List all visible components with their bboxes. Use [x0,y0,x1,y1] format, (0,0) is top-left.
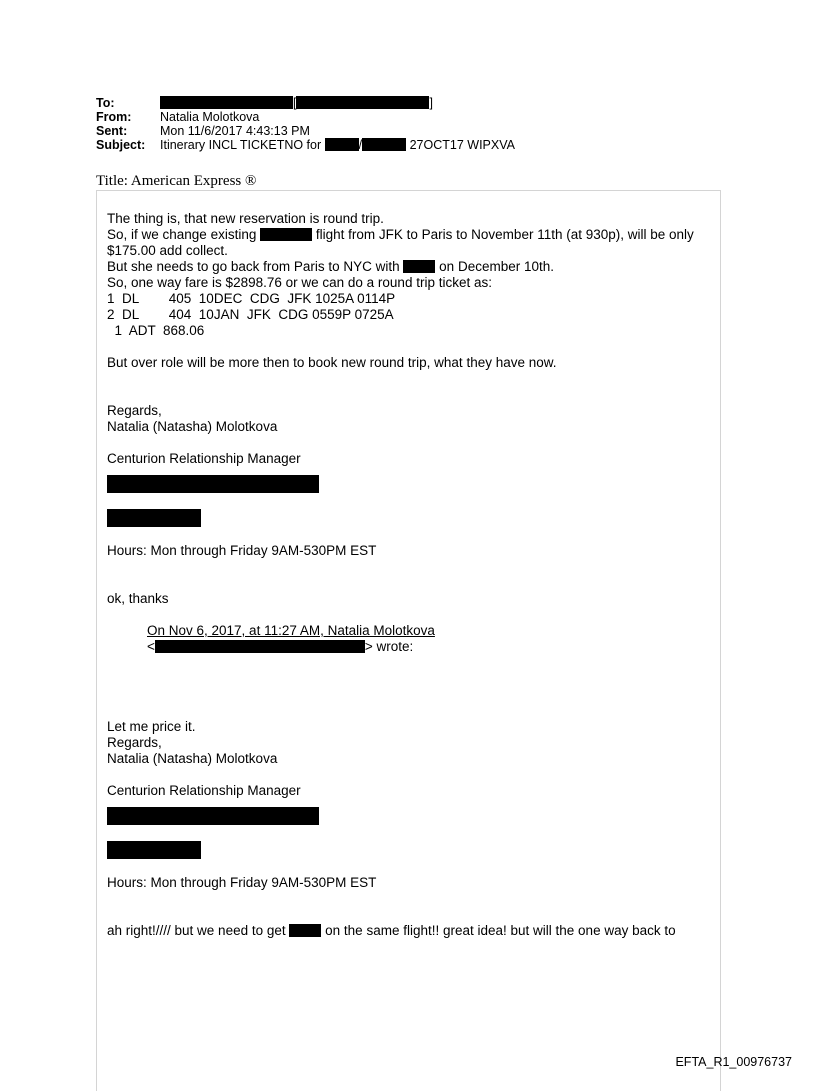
bracket-close: ] [429,96,433,110]
body-line: ah right!//// but we need to get on the same flight!! great idea! but will the one way back to [107,923,676,938]
redaction-block [107,475,319,493]
subject-suffix: 27OCT17 WIPXVA [409,138,515,152]
redaction-block [289,924,321,937]
body-line: So, if we change existing flight from JFK to Paris to November 11th (at 930p), will be only [107,227,694,242]
signature-hours: Hours: Mon through Friday 9AM-530PM EST [107,543,377,558]
body-line: Let me price it. [107,719,196,734]
signature-regards: Regards, [107,403,162,418]
signature-name: Natalia (Natasha) Molotkova [107,419,278,434]
body-line: The thing is, that new reservation is round trip. [107,211,384,226]
itinerary-line: 2 DL 404 10JAN JFK CDG 0559P 0725A [107,307,394,322]
redaction-block [107,841,201,859]
redaction-block [362,138,406,151]
body-line: But she needs to go back from Paris to NYC with on December 10th. [107,259,554,274]
from-value: Natalia Molotkova [160,110,260,124]
itinerary-line: 1 DL 405 10DEC CDG JFK 1025A 0114P [107,291,396,306]
fare-line: 1 ADT 868.06 [107,323,205,338]
redaction-block [107,509,201,527]
signature-hours: Hours: Mon through Friday 9AM-530PM EST [107,875,377,890]
signature-role: Centurion Relationship Manager [107,783,301,798]
subject-slash: / [358,138,363,152]
redaction-block [155,640,365,653]
sent-value: Mon 11/6/2017 4:43:13 PM [160,124,310,138]
signature-role: Centurion Relationship Manager [107,451,301,466]
quote-header: On Nov 6, 2017, at 11:27 AM, Natalia Molotkova [147,623,435,638]
subject-prefix: Itinerary INCL TICKETNO for [160,138,322,152]
redaction-block [296,96,429,109]
body-line: But over role will be more then to book new round trip, what they have now. [107,355,557,370]
message-body [107,211,719,939]
quote-email: < > wrote: [147,639,414,654]
redaction-block [260,228,312,241]
signature-regards: Regards, [107,735,162,750]
sent-label: Sent: [96,124,128,138]
reply-text: ok, thanks [107,591,169,606]
document-id: EFTA_R1_00976737 [675,1055,792,1069]
bracket-open: [ [293,96,297,110]
from-label: From: [96,110,132,124]
subject-label: Subject: [96,138,146,152]
redaction-block [107,807,319,825]
document-title: Title: American Express ® [96,173,257,189]
redaction-block [325,138,359,151]
body-line: $175.00 add collect. [107,243,228,258]
to-label: To: [96,96,115,110]
signature-name: Natalia (Natasha) Molotkova [107,751,278,766]
redaction-block [403,260,435,273]
redaction-block [160,96,293,109]
body-line: So, one way fare is $2898.76 or we can do a round trip ticket as: [107,275,492,290]
